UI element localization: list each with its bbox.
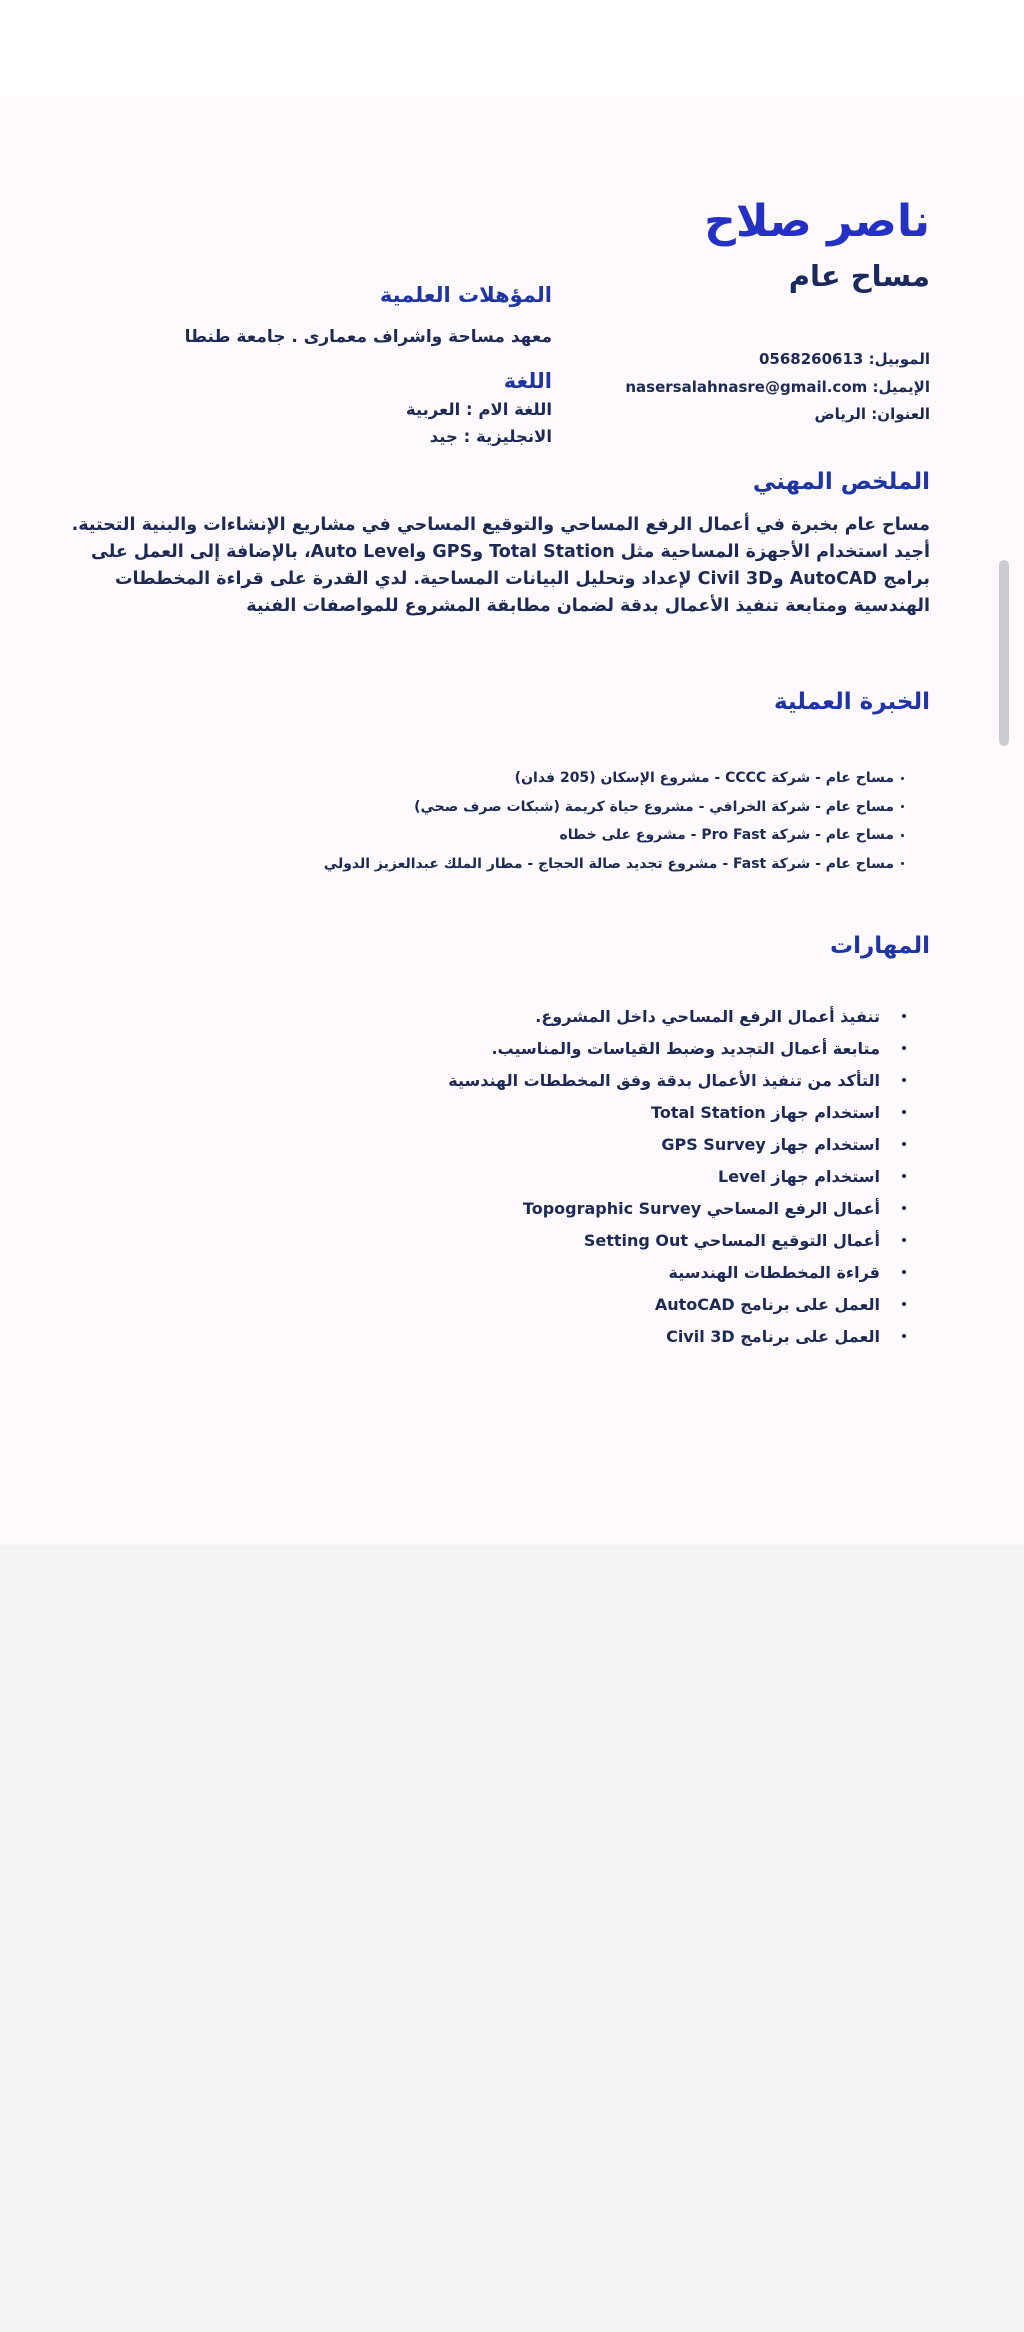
qualifications-text: معهد مساحة واشراف معمارى . جامعة طنطا — [184, 327, 552, 347]
skill-item — [60, 1000, 906, 1032]
skill-item — [60, 1256, 906, 1288]
bullet-icon — [902, 1046, 906, 1050]
skill-item — [60, 1160, 906, 1192]
skill-item — [60, 1224, 906, 1256]
contact-value: الرياض — [814, 405, 867, 423]
language-item: الانجليزية : جيد — [429, 427, 552, 446]
skill-item — [60, 1032, 906, 1064]
experience-item-text: مساح عام - شركة الخرافي - مشروع حياة كريمة (شبكات صرف صحي) — [414, 798, 894, 815]
bullet-icon — [902, 1110, 906, 1114]
bullet-icon — [902, 1270, 906, 1274]
bullet-icon — [902, 1334, 906, 1338]
skills-list — [60, 1000, 930, 1352]
skill-item-text: التأكد من تنفيذ الأعمال بدقة وفق المخططات الهندسية — [448, 1070, 880, 1090]
contact-block — [552, 346, 930, 429]
bullet-icon — [902, 1142, 906, 1146]
language-list — [60, 396, 552, 450]
bullet-icon — [901, 777, 904, 780]
skill-item-text: استخدام جهاز Level — [718, 1166, 880, 1186]
bullet-icon — [902, 1302, 906, 1306]
person-name: ناصر صلاح — [704, 196, 930, 247]
skill-item-text: أعمال التوقيع المساحي Setting Out — [583, 1230, 880, 1250]
bullet-icon — [902, 1174, 906, 1178]
experience-list — [60, 764, 930, 878]
summary-heading: الملخص المهني — [752, 469, 930, 495]
contact-line — [552, 374, 930, 402]
bullet-icon — [901, 805, 904, 808]
skill-item — [60, 1192, 906, 1224]
experience-item-text: مساح عام - شركة Fast - مشروع تجديد صالة الحجاج - مطار الملك عبدالعزيز الدولي — [323, 855, 894, 872]
experience-item — [60, 793, 904, 822]
section-experience — [60, 684, 930, 878]
skill-item-text: قراءة المخططات الهندسية — [668, 1262, 880, 1282]
vertical-scrollbar-thumb[interactable] — [999, 560, 1009, 746]
skill-item — [60, 1128, 906, 1160]
contact-label: العنوان: — [871, 405, 930, 423]
experience-heading: الخبرة العملية — [773, 689, 930, 715]
skill-item-text: العمل على برنامج Civil 3D — [666, 1326, 880, 1346]
summary-paragraph: مساح عام بخبرة في أعمال الرفع المساحي والتوقيع المساحي في مشاريع الإنشاءات والبنية التحتية. أجيد استخدام الأجهزة المساحية مثل Total Station وGPS وAuto Level، بالإضافة إلى العمل على برامج AutoCAD وCivil 3D لإعداد وتحليل البيانات المساحية. لدي القدرة على قراءة المخططات الهندسية ومتابعة تنفيذ الأعمال بدقة لضمان مطابقة المشروع للمواصفات الفنية — [71, 515, 930, 616]
contact-line — [552, 346, 930, 374]
contact-label: الموبيل: — [868, 350, 930, 368]
skill-item-text: متابعة أعمال التجديد وضبط القياسات والمناسيب. — [491, 1038, 880, 1058]
experience-item — [60, 850, 904, 879]
resume-page — [0, 96, 1024, 1545]
header-side-column — [60, 194, 552, 464]
bullet-icon — [902, 1238, 906, 1242]
contact-line — [552, 401, 930, 429]
language-heading: اللغة — [503, 369, 552, 393]
bullet-icon — [902, 1014, 906, 1018]
qualifications-heading: المؤهلات العلمية — [379, 283, 552, 307]
skill-item — [60, 1320, 906, 1352]
job-title: مساح عام — [788, 259, 930, 293]
bullet-icon — [902, 1206, 906, 1210]
experience-item — [60, 764, 904, 793]
section-skills — [60, 928, 930, 1352]
skill-item — [60, 1064, 906, 1096]
section-summary — [60, 464, 930, 620]
bullet-icon — [901, 862, 904, 865]
skill-item-text: استخدام جهاز Total Station — [651, 1102, 880, 1122]
skill-item — [60, 1096, 906, 1128]
bullet-icon — [902, 1078, 906, 1082]
language-item: اللغة الام : العربية — [405, 400, 552, 419]
header-main-column — [552, 194, 930, 464]
skill-item — [60, 1288, 906, 1320]
skill-item-text: تنفيذ أعمال الرفع المساحي داخل المشروع. — [535, 1006, 880, 1026]
contact-label: الإيميل: — [872, 377, 930, 396]
resume-header — [60, 194, 930, 464]
contact-value: nasersalahnasre@gmail.com — [625, 377, 868, 396]
skills-heading: المهارات — [830, 933, 930, 959]
top-white-strip — [0, 0, 1024, 96]
skill-item-text: استخدام جهاز GPS Survey — [661, 1134, 880, 1154]
contact-value: 0568260613 — [759, 350, 864, 368]
experience-item-text: مساح عام - شركة CCCC - مشروع الإسكان (205 فدان) — [514, 770, 894, 787]
experience-item — [60, 821, 904, 850]
bullet-icon — [901, 834, 904, 837]
experience-item-text: مساح عام - شركة Pro Fast - مشروع على خطاه — [559, 827, 894, 844]
skill-item-text: أعمال الرفع المساحي Topographic Survey — [522, 1198, 880, 1218]
skill-item-text: العمل على برنامج AutoCAD — [654, 1294, 880, 1314]
